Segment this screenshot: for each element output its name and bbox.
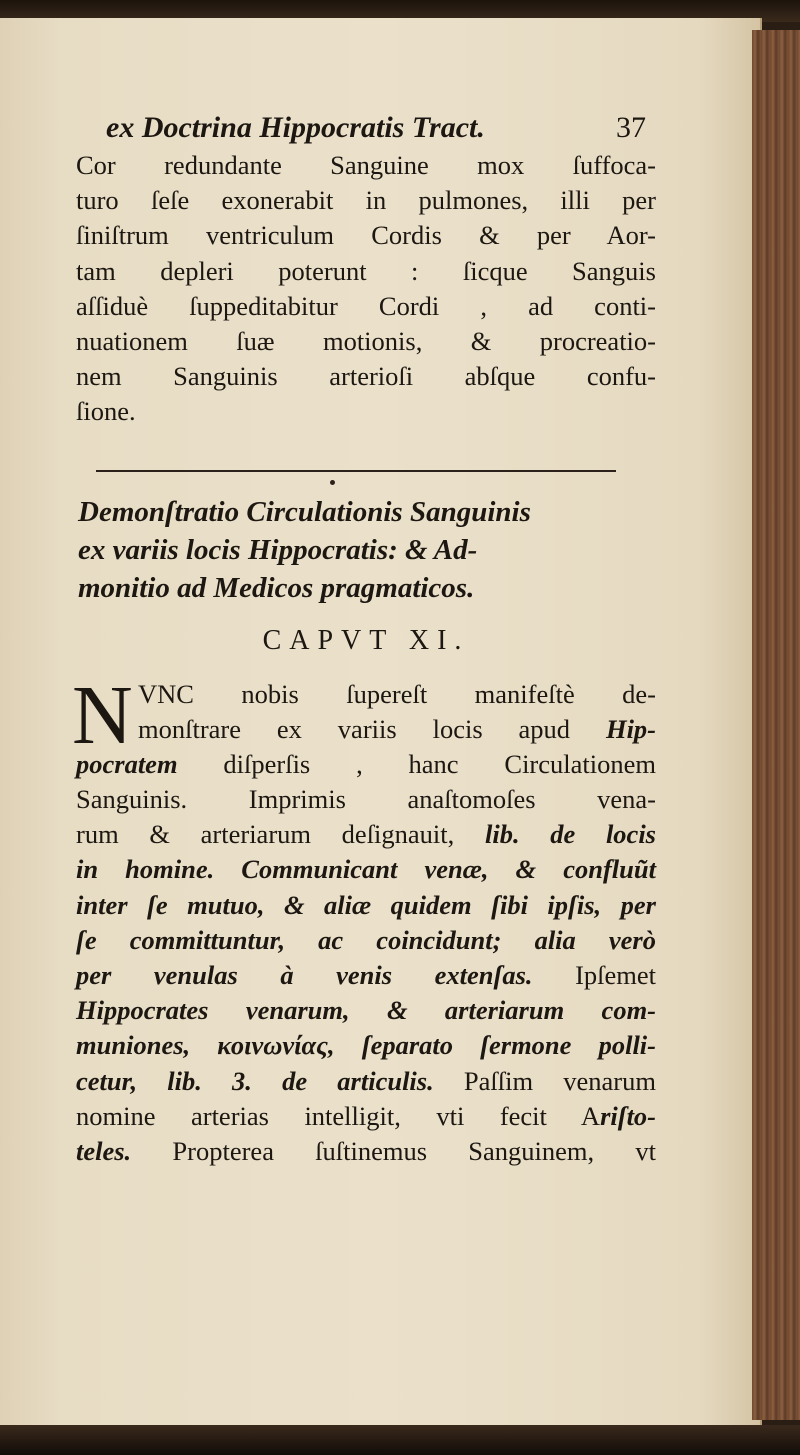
text-line: ſione.: [76, 396, 136, 427]
text-line: nuationem ſuæ motionis, & procreatio-: [76, 325, 656, 356]
text-line: turo ſeſe exonerabit in pulmones, illi per: [76, 185, 656, 216]
text-run: rum & arteriarum deſignauit,: [76, 819, 455, 850]
text-run-italic: cetur, lib. 3. de articulis.: [76, 1065, 434, 1096]
page-number: 37: [616, 111, 646, 144]
text-line: [76, 1064, 656, 1099]
top-paragraph: [76, 148, 656, 430]
text-line: [76, 1134, 656, 1169]
text-line: Sanguinis. Imprimis anaſtomoſes vena-: [76, 784, 656, 815]
text-run: diſperſis , hanc Circulationem: [177, 748, 656, 779]
heading-line: monitio ad Medicos pragmaticos.: [78, 571, 475, 604]
text-line: Cor redundante Sanguine mox ſuffoca-: [76, 150, 656, 180]
text-run-italic: Hip-: [605, 713, 657, 744]
running-head: [76, 108, 656, 148]
book-spine-edge: [752, 30, 800, 1420]
text-run: Propterea ſuſtinemus Sanguinem, vt: [131, 1135, 656, 1166]
page-content: [72, 108, 657, 1169]
text-run: nomine arterias intelligit, vti fecit A: [76, 1100, 601, 1131]
section-divider: [96, 470, 616, 472]
heading-line: Demonſtratio Circulationis Sanguinis: [78, 495, 531, 528]
text-run-italic: per venulas à venis extenſas.: [76, 960, 533, 990]
text-line: aſſiduè ſuppeditabitur Cordi , ad conti-: [76, 290, 656, 321]
text-line: [76, 1099, 656, 1134]
text-line: inter ſe mutuo, & aliæ quidem ſibi ipſis, per: [76, 889, 656, 920]
text-line: nem Sanguinis arterioſi abſque confu-: [76, 361, 656, 392]
heading-line: ex variis locis Hippocratis: & Ad-: [78, 533, 478, 566]
text-run-italic: lib. de locis: [454, 819, 656, 850]
text-line: [76, 747, 656, 782]
divider-dot: [330, 480, 335, 485]
body-paragraph: [72, 668, 657, 1170]
text-line: ſiniſtrum ventriculum Cordis & per Aor-: [76, 220, 656, 251]
text-run: monſtrare ex variis locis apud: [138, 713, 571, 744]
text-line: [76, 817, 656, 852]
text-line: ſe committuntur, ac coincidunt; alia verò: [76, 924, 656, 955]
text-run-italic: riſto-: [600, 1100, 656, 1131]
text-run-italic: pocratem: [76, 748, 178, 779]
chapter-title: CAPVT XI.: [262, 624, 470, 656]
text-line: in homine. Communicant venæ, & confluũt: [76, 854, 656, 885]
text-line: [76, 677, 656, 712]
drop-cap: N: [72, 668, 133, 762]
page-bottom-edge: [0, 1425, 800, 1455]
text-line: muniones, κοινωνίας, ſeparato ſermone polli-: [76, 1030, 656, 1061]
running-head-title: ex Doctrina Hippocratis Tract.: [106, 111, 485, 144]
text-run: VNC nobis ſupereſt manifeſtè de-: [138, 678, 656, 709]
text-line: [76, 712, 656, 747]
text-line: [76, 958, 656, 993]
text-run-italic: teles.: [76, 1135, 132, 1166]
section-heading: [76, 493, 656, 607]
text-run: Paſſim venarum: [433, 1065, 656, 1096]
text-line: Hippocrates venarum, & arteriarum com-: [76, 995, 656, 1026]
text-line: tam depleri poterunt : ſicque Sanguis: [76, 255, 656, 286]
text-run: Ipſemet: [532, 960, 656, 990]
